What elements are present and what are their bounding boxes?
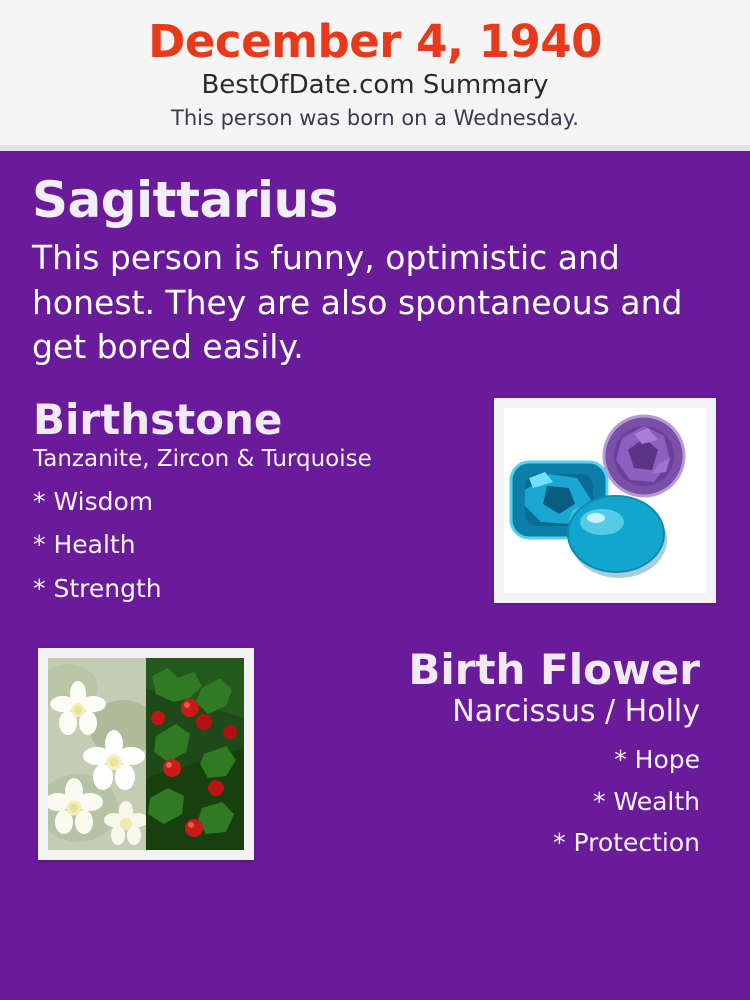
birthstone-trait: * Wisdom [33,486,154,516]
gemstones-illustration [504,408,706,593]
birthstone-title: Birthstone [33,394,283,444]
birthstone-section [30,394,720,618]
narcissus-photo-half [48,658,146,850]
header [0,0,750,145]
birthstone-trait: * Health [33,530,136,560]
birthflower-names: Narcissus / Holly [452,694,700,730]
birthflower-image [48,658,244,850]
birthflower-section [30,645,720,871]
birthflower-text [254,645,720,871]
birthflower-trait: * Hope [614,745,700,775]
birthflower-title: Birth Flower [408,645,700,695]
birthflower-trait: * Wealth [593,786,700,816]
birthflower-trait: * Protection [553,828,700,858]
birthstone-names: Tanzanite, Zircon & Turquoise [33,446,372,473]
page-title-date: December 4, 1940 [148,15,602,68]
birthflower-photo [38,648,254,860]
zodiac-description: This person is funny, optimistic and honest. They are also spontaneous and get bored easily. [32,238,683,367]
birthstone-photo [494,398,716,603]
holly-illustration [146,658,244,850]
zodiac-sign-title: Sagittarius [32,171,338,230]
main-content [0,151,750,1000]
birthstone-text [30,394,494,618]
birth-weekday-note: This person was born on a Wednesday. [171,106,579,131]
narcissus-illustration [48,658,146,850]
birthstone-trait: * Strength [33,573,162,603]
birthstone-image [504,408,706,593]
holly-photo-half [146,658,244,850]
site-summary-label: BestOfDate.com Summary [201,70,549,101]
